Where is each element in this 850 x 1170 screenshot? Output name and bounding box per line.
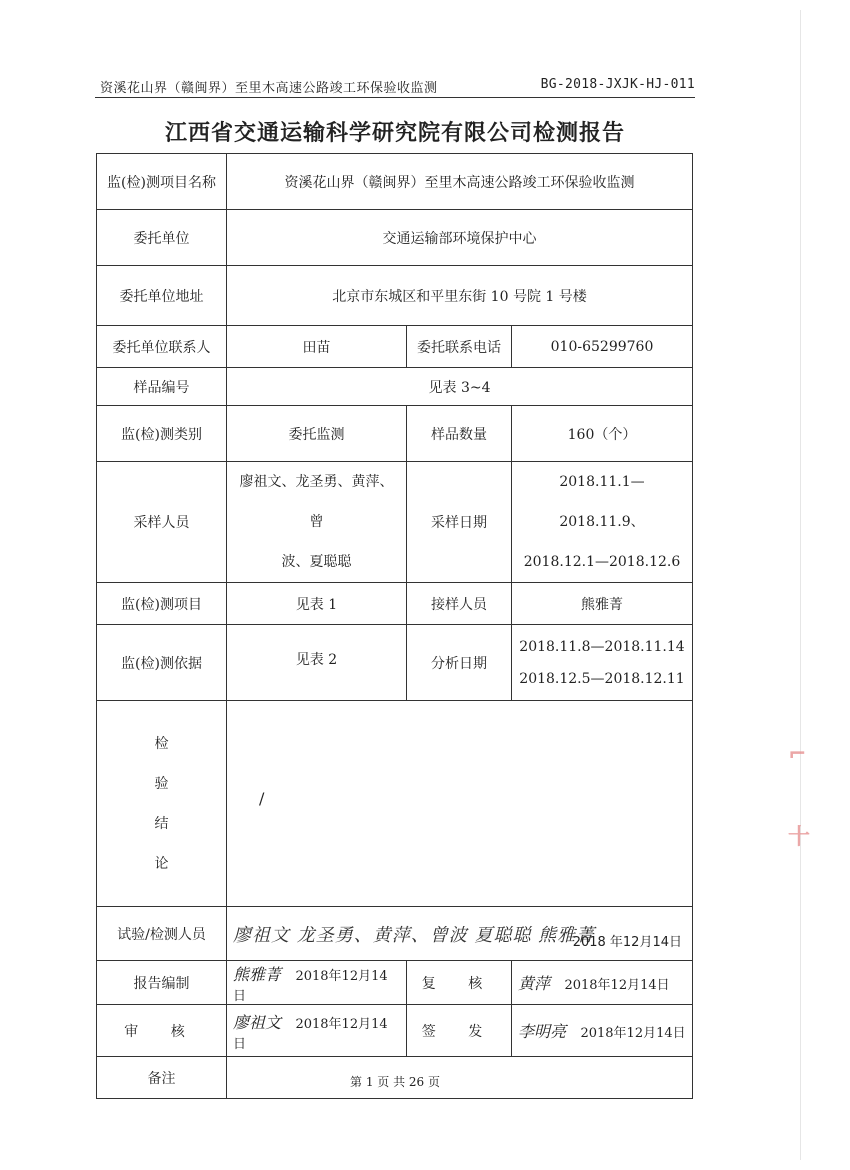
seam-seal-fragment: 十 <box>788 825 811 850</box>
label-sampling-date: 采样日期 <box>407 462 512 583</box>
label-project-name: 监(检)测项目名称 <box>97 154 227 210</box>
label-client-address: 委托单位地址 <box>97 266 227 326</box>
header-project-title: 资溪花山界（赣闽界）至里木高速公路竣工环保验收监测 <box>100 81 438 96</box>
label-samplers: 采样人员 <box>97 462 227 583</box>
row-project-name <box>97 154 693 210</box>
value-client-address: 北京市东城区和平里东街 10 号院 1 号楼 <box>227 266 693 326</box>
label-basis: 监(检)测依据 <box>97 625 227 701</box>
compiler-date: 2018年12月14日 <box>233 968 388 1004</box>
value-conclusion <box>227 701 693 907</box>
label-items: 监(检)测项目 <box>97 583 227 625</box>
row-sample-id <box>97 368 693 406</box>
auditor-signature: 廖祖文 <box>233 1012 282 1032</box>
value-review <box>512 961 693 1005</box>
label-conclusion <box>97 701 227 907</box>
header-report-code: BG-2018-JXJK-HJ-011 <box>540 77 695 92</box>
label-testers: 试验/检测人员 <box>97 907 227 961</box>
value-compiler <box>227 961 407 1005</box>
seam-seal-fragment: ⌐ <box>788 742 807 767</box>
row-testers <box>97 907 693 961</box>
row-basis <box>97 625 693 701</box>
label-auditor: 审 核 <box>97 1005 227 1057</box>
review-signature: 黄萍 <box>518 974 551 993</box>
row-compiler <box>97 961 693 1005</box>
sampling-date-2: 2018.12.1—2018.12.6 <box>523 554 681 570</box>
value-samplers <box>227 462 407 583</box>
row-auditor <box>97 1005 693 1057</box>
analysis-date-1: 2018.11.8—2018.11.14 <box>519 638 685 655</box>
row-client-contact <box>97 326 693 368</box>
value-auditor <box>227 1005 407 1057</box>
label-client: 委托单位 <box>97 210 227 266</box>
label-sample-qty: 样品数量 <box>407 406 512 462</box>
value-sample-id: 见表 3~4 <box>227 368 693 406</box>
conclusion-char-3: 结 <box>154 815 169 832</box>
conclusion-char-2: 验 <box>154 775 169 792</box>
value-project-name: 资溪花山界（赣闽界）至里木高速公路竣工环保验收监测 <box>227 154 693 210</box>
value-client-contact: 田苗 <box>227 326 407 368</box>
analysis-date-2: 2018.12.5—2018.12.11 <box>519 670 685 687</box>
page-header <box>95 75 695 97</box>
report-form-table <box>96 153 693 1099</box>
value-analysis-date <box>512 625 693 701</box>
report-title: 江西省交通运输科学研究院有限公司检测报告 <box>164 121 625 146</box>
label-receiver: 接样人员 <box>407 583 512 625</box>
label-sample-id: 样品编号 <box>97 368 227 406</box>
value-testers <box>227 907 693 961</box>
testers-date: 2018 年12月14日 <box>572 935 682 950</box>
page-edge-line <box>800 10 801 1160</box>
label-compiler: 报告编制 <box>97 961 227 1005</box>
label-remarks: 备注 <box>97 1057 227 1099</box>
label-issue: 签 发 <box>407 1005 512 1057</box>
value-client-phone: 010-65299760 <box>512 326 693 368</box>
row-category <box>97 406 693 462</box>
samplers-line-2: 波、夏聪聪 <box>281 554 352 570</box>
header-rule <box>95 97 695 98</box>
row-items <box>97 583 693 625</box>
label-review: 复 核 <box>407 961 512 1005</box>
value-receiver: 熊雅菁 <box>512 583 693 625</box>
value-basis: 见表 2 <box>227 625 407 701</box>
value-issue <box>512 1005 693 1057</box>
row-client <box>97 210 693 266</box>
page-footer: 第 1 页 共 26 页 <box>350 1075 440 1089</box>
samplers-line-1: 廖祖文、龙圣勇、黄萍、曾 <box>239 474 394 530</box>
conclusion-content: / <box>259 789 265 808</box>
label-client-contact: 委托单位联系人 <box>97 326 227 368</box>
row-client-address <box>97 266 693 326</box>
compiler-signature: 熊雅菁 <box>233 964 282 984</box>
issue-date: 2018年12月14日 <box>580 1026 686 1041</box>
auditor-date: 2018年12月14日 <box>233 1016 388 1052</box>
value-category: 委托监测 <box>227 406 407 462</box>
value-sampling-date <box>512 462 693 583</box>
conclusion-char-1: 检 <box>154 735 169 752</box>
row-samplers <box>97 462 693 583</box>
review-date: 2018年12月14日 <box>564 978 670 993</box>
conclusion-char-4: 论 <box>154 855 169 872</box>
value-client: 交通运输部环境保护中心 <box>227 210 693 266</box>
testers-signature: 廖祖文 龙圣勇、黄萍、曾波 夏聪聪 熊雅菁 <box>233 924 596 946</box>
sampling-date-1: 2018.11.1—2018.11.9、 <box>559 474 645 530</box>
row-conclusion <box>97 701 693 907</box>
label-category: 监(检)测类别 <box>97 406 227 462</box>
label-analysis-date: 分析日期 <box>407 625 512 701</box>
value-sample-qty: 160（个） <box>512 406 693 462</box>
value-items: 见表 1 <box>227 583 407 625</box>
issue-signature: 李明亮 <box>518 1022 567 1041</box>
label-client-phone: 委托联系电话 <box>407 326 512 368</box>
